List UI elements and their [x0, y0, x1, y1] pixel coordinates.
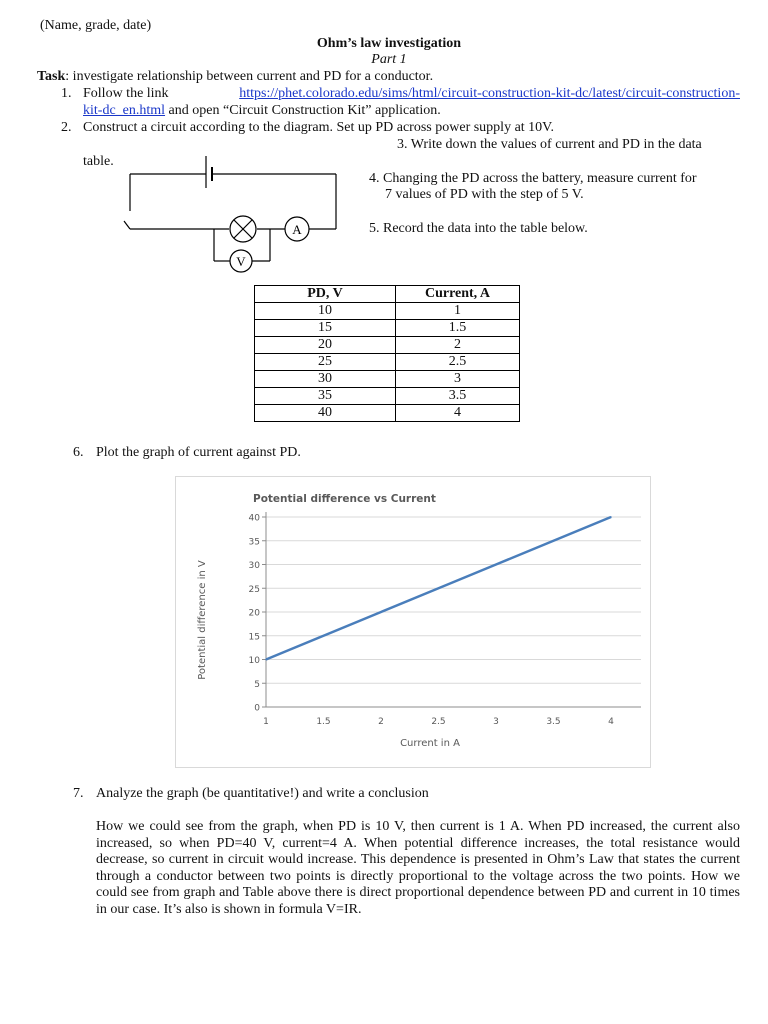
data-point — [265, 659, 267, 661]
table-cell-current: 3.5 — [396, 388, 520, 405]
chart-container — [175, 476, 651, 768]
step-3-continuation: table. — [83, 154, 114, 169]
y-tick-label: 0 — [254, 703, 260, 714]
step-1-text: Follow the link — [83, 86, 169, 101]
y-tick-label: 40 — [248, 513, 260, 524]
data-point — [380, 611, 382, 613]
step-7-text: Analyze the graph (be quantitative!) and write a conclusion — [96, 786, 429, 801]
step-4-text: 4. Changing the PD across the battery, measure current for — [369, 171, 697, 186]
step-2-text: Construct a circuit according to the diagram. Set up PD across power supply at 10V. — [83, 120, 554, 135]
table-cell-current: 2.5 — [396, 354, 520, 371]
data-point — [610, 516, 612, 518]
page-subtitle: Part 1 — [371, 52, 407, 67]
x-tick-label: 1 — [263, 717, 269, 727]
table-row — [255, 354, 520, 371]
table-row — [255, 337, 520, 354]
chart-title: Potential difference vs Current — [253, 493, 436, 505]
y-tick-label: 30 — [248, 561, 260, 571]
table-cell-pd: 35 — [255, 388, 396, 405]
task-label: Task — [37, 69, 66, 84]
ammeter-label: A — [292, 222, 302, 237]
circuit-diagram — [118, 150, 358, 275]
table-cell-current: 1.5 — [396, 320, 520, 337]
table-cell-current: 1 — [396, 303, 520, 320]
voltmeter-label: V — [236, 254, 246, 269]
table-header-row — [255, 286, 520, 303]
step-1-tail: and open “Circuit Construction Kit” application. — [165, 103, 441, 118]
table-cell-current: 4 — [396, 405, 520, 422]
table-cell-pd: 20 — [255, 337, 396, 354]
step-6-number: 6. — [73, 445, 84, 460]
line-chart — [176, 477, 650, 767]
page-title: Ohm’s law investigation — [316, 36, 462, 51]
chart-x-axis-label: Current in A — [400, 738, 460, 749]
step-1-line-2 — [83, 102, 441, 119]
table-header-current: Current, A — [396, 286, 520, 303]
y-tick-label: 35 — [248, 537, 260, 548]
y-tick-label: 15 — [248, 632, 260, 643]
step-7-number: 7. — [73, 786, 84, 801]
table-row — [255, 388, 520, 405]
conclusion-paragraph: How we could see from the graph, when PD is 10 V, then current is 1 A. When PD increased, the current also increased, so when PD=40 V, current=4 A. When potential difference increases, the total resistance would decrease, so current in circuit would increase. This dependence is presented in Ohm’s Law that states the current through a conductor between two points is directly proportional to the voltage across the two points. How we could see from graph and Table above there is direct proportional dependence between PD and current in 10 times in our case. It’s also is shown in formula V=IR. — [96, 819, 740, 917]
data-point — [553, 540, 555, 542]
table-header-pd: PD, V — [255, 286, 396, 303]
y-tick-label: 25 — [248, 584, 260, 595]
x-tick-label: 3.5 — [546, 717, 561, 727]
step-1-line-1 — [83, 85, 740, 102]
table-cell-current: 3 — [396, 371, 520, 388]
phet-link[interactable]: https://phet.colorado.edu/sims/html/circuit-construction-kit-dc/latest/circuit-construction- — [239, 86, 740, 101]
step-4-text-continued: 7 values of PD with the step of 5 V. — [385, 187, 584, 202]
table-cell-pd: 15 — [255, 320, 396, 337]
phet-link-continued[interactable]: kit-dc_en.html — [83, 103, 166, 118]
table-row — [255, 405, 520, 422]
data-table — [254, 285, 520, 422]
x-tick-label: 1.5 — [316, 717, 331, 727]
y-tick-label: 20 — [248, 608, 260, 619]
data-point — [495, 564, 497, 566]
task-line — [37, 68, 433, 85]
table-cell-current: 2 — [396, 337, 520, 354]
table-cell-pd: 30 — [255, 371, 396, 388]
data-point — [323, 635, 325, 637]
step-5-text: 5. Record the data into the table below. — [369, 221, 588, 236]
x-tick-label: 2 — [378, 717, 384, 727]
y-tick-label: 5 — [254, 679, 260, 690]
table-cell-pd: 25 — [255, 354, 396, 371]
table-row — [255, 303, 520, 320]
step-2-number: 2. — [61, 120, 72, 135]
table-row — [255, 320, 520, 337]
task-text: : investigate relationship between current and PD for a conductor. — [65, 69, 434, 84]
step-1-number: 1. — [61, 86, 72, 101]
y-tick-label: 10 — [248, 656, 260, 666]
step-6-text: Plot the graph of current against PD. — [96, 445, 301, 460]
table-row — [255, 371, 520, 388]
table-cell-pd: 10 — [255, 303, 396, 320]
data-point — [438, 587, 440, 589]
chart-y-axis-label: Potential difference in V — [197, 560, 208, 680]
x-tick-label: 3 — [493, 717, 499, 727]
x-tick-label: 2.5 — [431, 717, 446, 727]
table-cell-pd: 40 — [255, 405, 396, 422]
switch — [124, 221, 130, 229]
name-grade-date: (Name, grade, date) — [40, 18, 152, 33]
x-tick-label: 4 — [608, 717, 614, 727]
step-3-text: 3. Write down the values of current and PD in the data — [397, 137, 702, 152]
